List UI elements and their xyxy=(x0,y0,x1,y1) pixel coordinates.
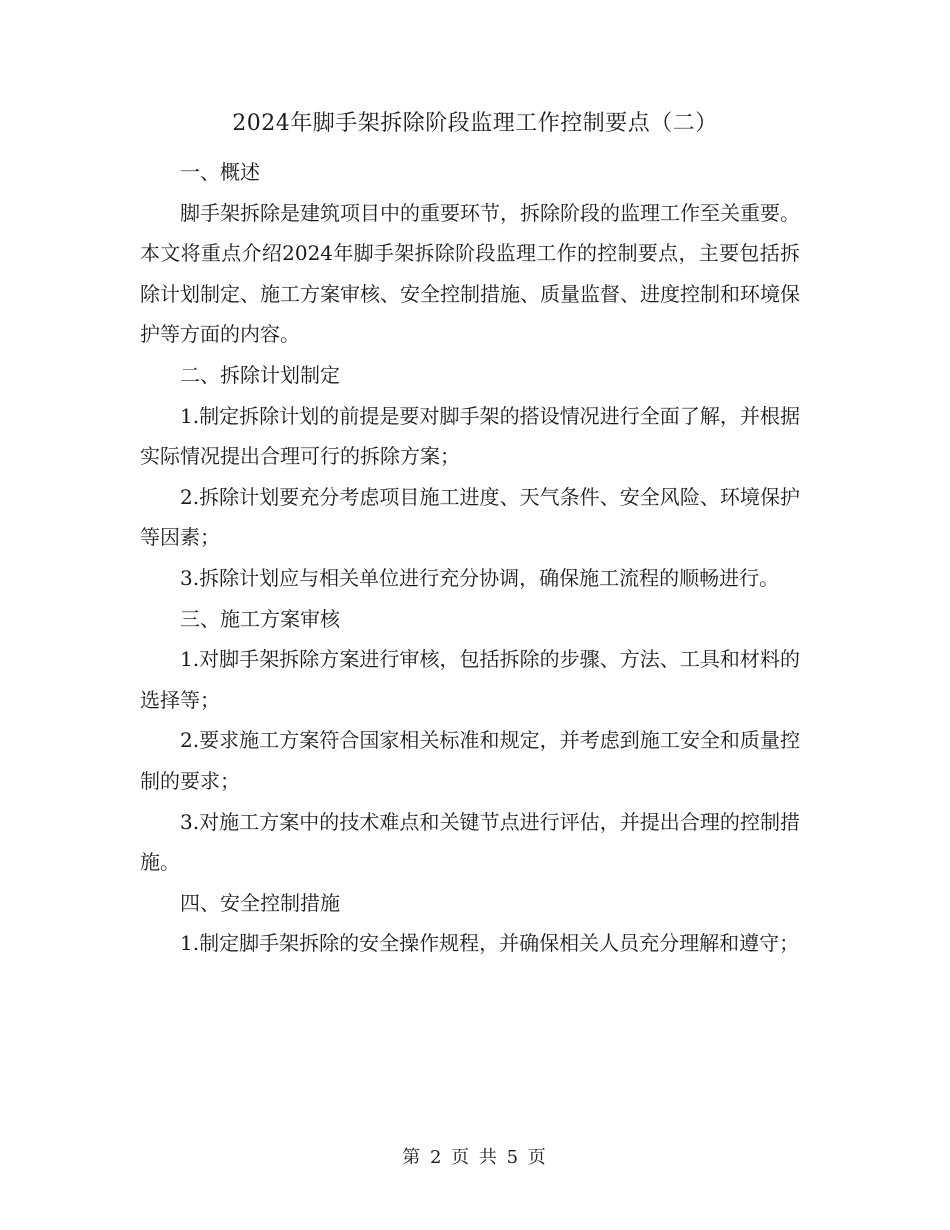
paragraph-plan-3: 3.拆除计划应与相关单位进行充分协调，确保施工流程的顺畅进行。 xyxy=(180,565,780,590)
paragraph-plan-1: 1.制定拆除计划的前提是要对脚手架的搭设情况进行全面了解，并根据实际情况提出合理可行的拆除方案； xyxy=(140,403,800,469)
paragraph-overview: 脚手架拆除是建筑项目中的重要环节，拆除阶段的监理工作至关重要。本文将重点介绍2024年脚手架拆除阶段监理工作的控制要点，主要包括拆除计划制定、施工方案审核、安全控制措施、质量监督、进度控制和环境保护等方面的内容。 xyxy=(140,200,800,347)
paragraph-plan-2: 2.拆除计划要充分考虑项目施工进度、天气条件、安全风险、环境保护等因素； xyxy=(140,484,800,550)
paragraph-review-3: 3.对施工方案中的技术难点和关键节点进行评估，并提出合理的控制措施。 xyxy=(140,809,800,875)
paragraph-review-1: 1.对脚手架拆除方案进行审核，包括拆除的步骤、方法、工具和材料的选择等； xyxy=(140,647,800,712)
paragraph-review-2: 2.要求施工方案符合国家相关标准和规定，并考虑到施工安全和质量控制的要求； xyxy=(140,728,800,793)
heading-overview: 一、概述 xyxy=(180,160,260,184)
heading-safety: 四、安全控制措施 xyxy=(180,890,340,915)
document-body xyxy=(140,152,800,964)
heading-plan: 二、拆除计划制定 xyxy=(180,362,340,387)
page-number: 第 2 页 共 5 页 xyxy=(402,1147,548,1168)
heading-review: 三、施工方案审核 xyxy=(180,606,340,631)
document-title: 2024年脚手架拆除阶段监理工作控制要点（二） xyxy=(232,111,718,136)
paragraph-safety-1: 1.制定脚手架拆除的安全操作规程，并确保相关人员充分理解和遵守； xyxy=(180,931,800,956)
